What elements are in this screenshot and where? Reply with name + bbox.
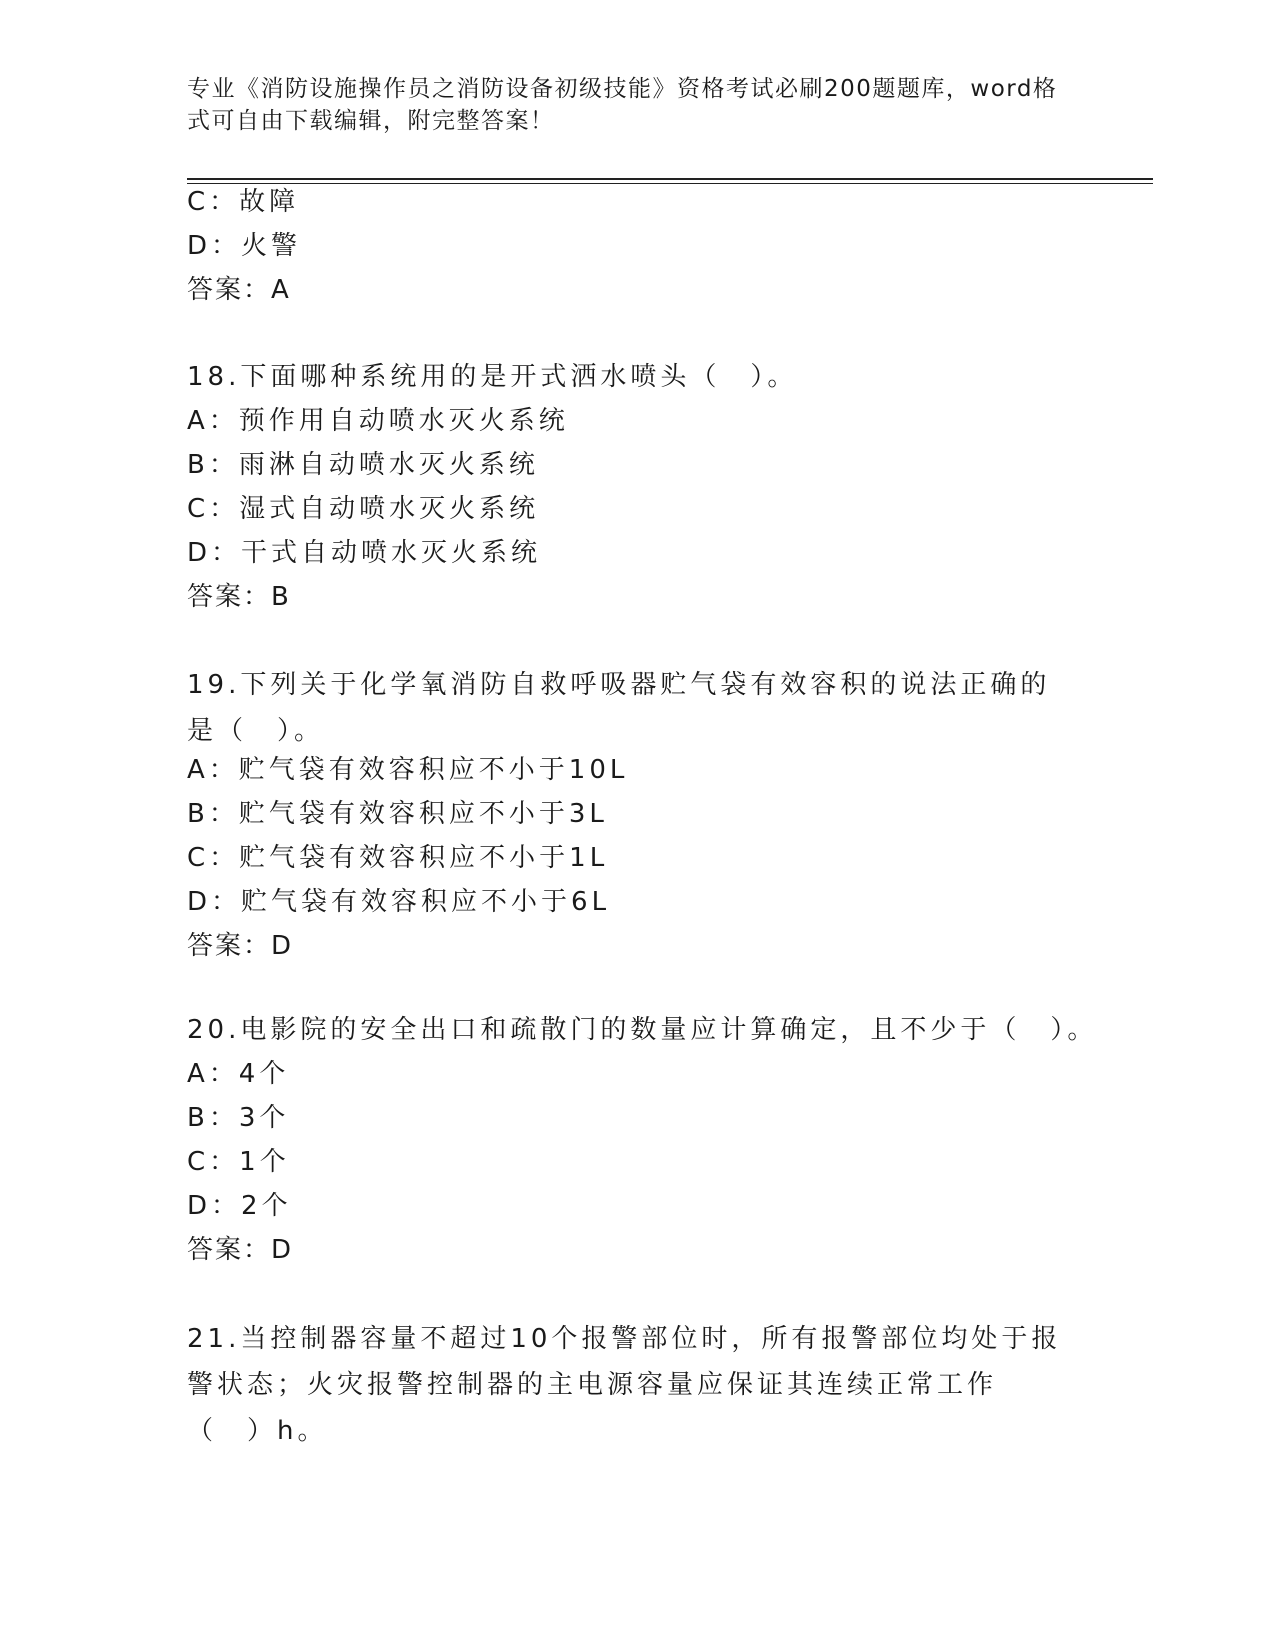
q20-option-b: B：3个 <box>187 1103 290 1133</box>
q18-option-b: B：雨淋自动喷水灭火系统 <box>187 450 539 480</box>
q20-option-c: C：1个 <box>187 1147 290 1177</box>
q19-option-b: B：贮气袋有效容积应不小于3L <box>187 799 608 829</box>
header-divider <box>187 178 1153 184</box>
q19-option-d: D：贮气袋有效容积应不小于6L <box>187 887 611 917</box>
document-header: 专业《消防设施操作员之消防设备初级技能》资格考试必刷200题题库，word格式可自由下载编辑，附完整答案！ <box>187 76 1058 134</box>
q20-stem: 20.电影院的安全出口和疏散门的数量应计算确定，且不少于（ ）。 <box>187 1015 1098 1045</box>
q19-stem: 19.下列关于化学氧消防自救呼吸器贮气袋有效容积的说法正确的是（ ）。 <box>187 670 1051 746</box>
q17-answer: 答案：A <box>187 275 291 305</box>
q20-answer: 答案：D <box>187 1235 294 1265</box>
q18-option-d: D：干式自动喷水灭火系统 <box>187 538 542 568</box>
q18-answer: 答案：B <box>187 582 291 612</box>
q20-option-d: D：2个 <box>187 1191 292 1221</box>
q18-stem: 18.下面哪种系统用的是开式洒水喷头（ ）。 <box>187 362 798 392</box>
q18-option-a: A：预作用自动喷水灭火系统 <box>187 406 569 436</box>
q17-option-d: D：火警 <box>187 231 302 261</box>
q19-answer: 答案：D <box>187 931 294 961</box>
q19-option-c: C：贮气袋有效容积应不小于1L <box>187 843 609 873</box>
q18-option-c: C：湿式自动喷水灭火系统 <box>187 494 540 524</box>
q21-stem: 21.当控制器容量不超过10个报警部位时，所有报警部位均处于报警状态；火灾报警控制器的主电源容量应保证其连续正常工作（ ）h。 <box>187 1324 1062 1446</box>
q19-option-a: A：贮气袋有效容积应不小于10L <box>187 755 629 785</box>
q20-option-a: A：4个 <box>187 1059 290 1089</box>
q17-option-c: C：故障 <box>187 187 300 217</box>
